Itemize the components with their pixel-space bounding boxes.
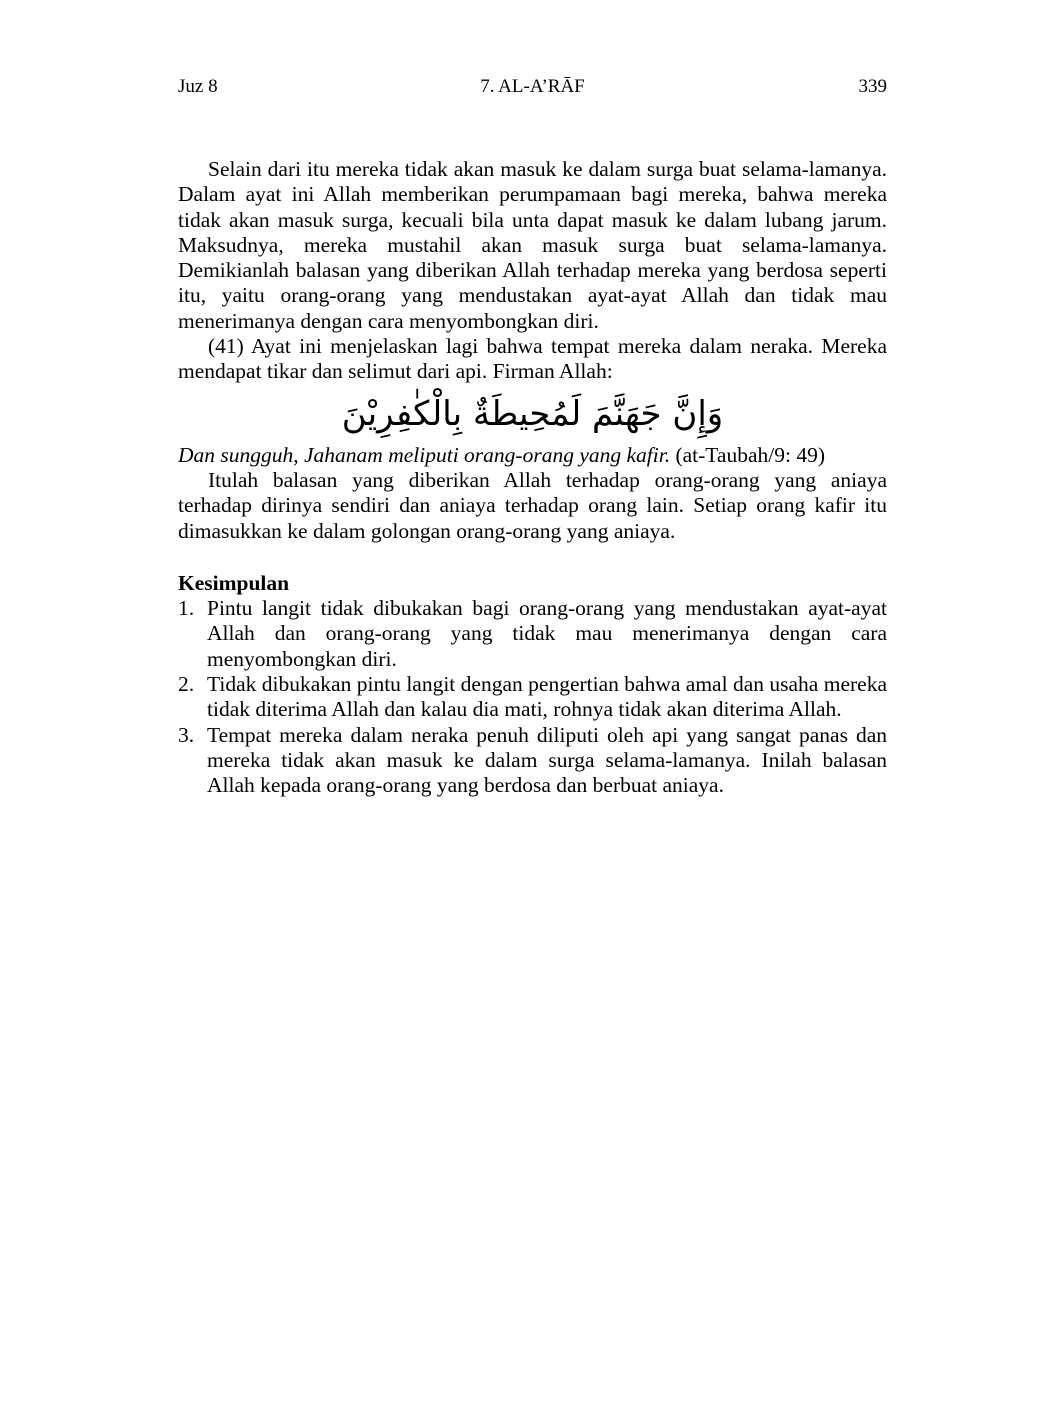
list-item-number: 1. [178,596,195,621]
conclusion-heading: Kesimpulan [178,570,290,595]
list-item-number: 2. [178,672,195,697]
translation-text: Dan sungguh, Jahanam meliputi orang-orang yang kafir. [178,442,671,467]
list-item-text: Tempat mereka dalam neraka penuh diliputi oleh api yang sangat panas dan mereka tidak akan masuk ke dalam surga selama-lamanya. Inilah balasan Allah kepada orang-orang yang berdosa dan berbuat aniaya. [207,722,887,798]
paragraph-commentary: Selain dari itu mereka tidak akan masuk ke dalam surga buat selama-lamanya. Dalam ayat ini Allah memberikan perumpamaan bagi mereka, bahwa mereka tidak akan masuk surga, kecuali bila unta dapat masuk ke dalam lubang jarum. Maksudnya, mereka mustahil akan masuk surga buat selama-lamanya. Demikianlah balasan yang diberikan Allah terhadap mereka yang berdosa seperti itu, yaitu orang-orang yang mendustakan ayat-ayat Allah dan tidak mau menerimanya dengan cara menyombongkan diri. [178,157,887,333]
verse-translation [178,443,887,468]
page-body [178,157,887,799]
list-item [178,672,887,723]
page-header [178,76,887,104]
translation-reference: (at-Taubah/9: 49) [670,442,826,467]
list-item [178,723,887,799]
conclusion-list [178,596,887,798]
arabic-verse: وَإِنَّ جَهَنَّمَ لَمُحِيطَةٌ بِالْكٰفِرِيْنَ [341,393,724,434]
surah-title: 7. AL-A’RĀF [480,76,585,97]
list-item-text: Tidak dibukakan pintu langit dengan pengertian bahwa amal dan usaha mereka tidak diterima Allah dan kalau dia mati, rohnya tidak akan diterima Allah. [207,672,887,722]
list-item-text: Pintu langit tidak dibukakan bagi orang-orang yang mendustakan ayat-ayat Allah dan orang-orang yang tidak mau menerimanya dengan cara menyombongkan diri. [207,596,887,671]
list-item [178,596,887,672]
juz-label: Juz 8 [178,76,218,97]
list-item-number: 3. [178,722,195,747]
paragraph-explanation: Itulah balasan yang diberikan Allah terhadap orang-orang yang aniaya terhadap dirinya sendiri dan aniaya terhadap orang lain. Setiap orang kafir itu dimasukkan ke dalam golongan orang-orang yang aniaya. [178,467,887,543]
page-number: 339 [858,76,887,97]
paragraph-verse-41: (41) Ayat ini menjelaskan lagi bahwa tempat mereka dalam neraka. Mereka mendapat tikar dan selimut dari api. Firman Allah: [178,334,887,384]
